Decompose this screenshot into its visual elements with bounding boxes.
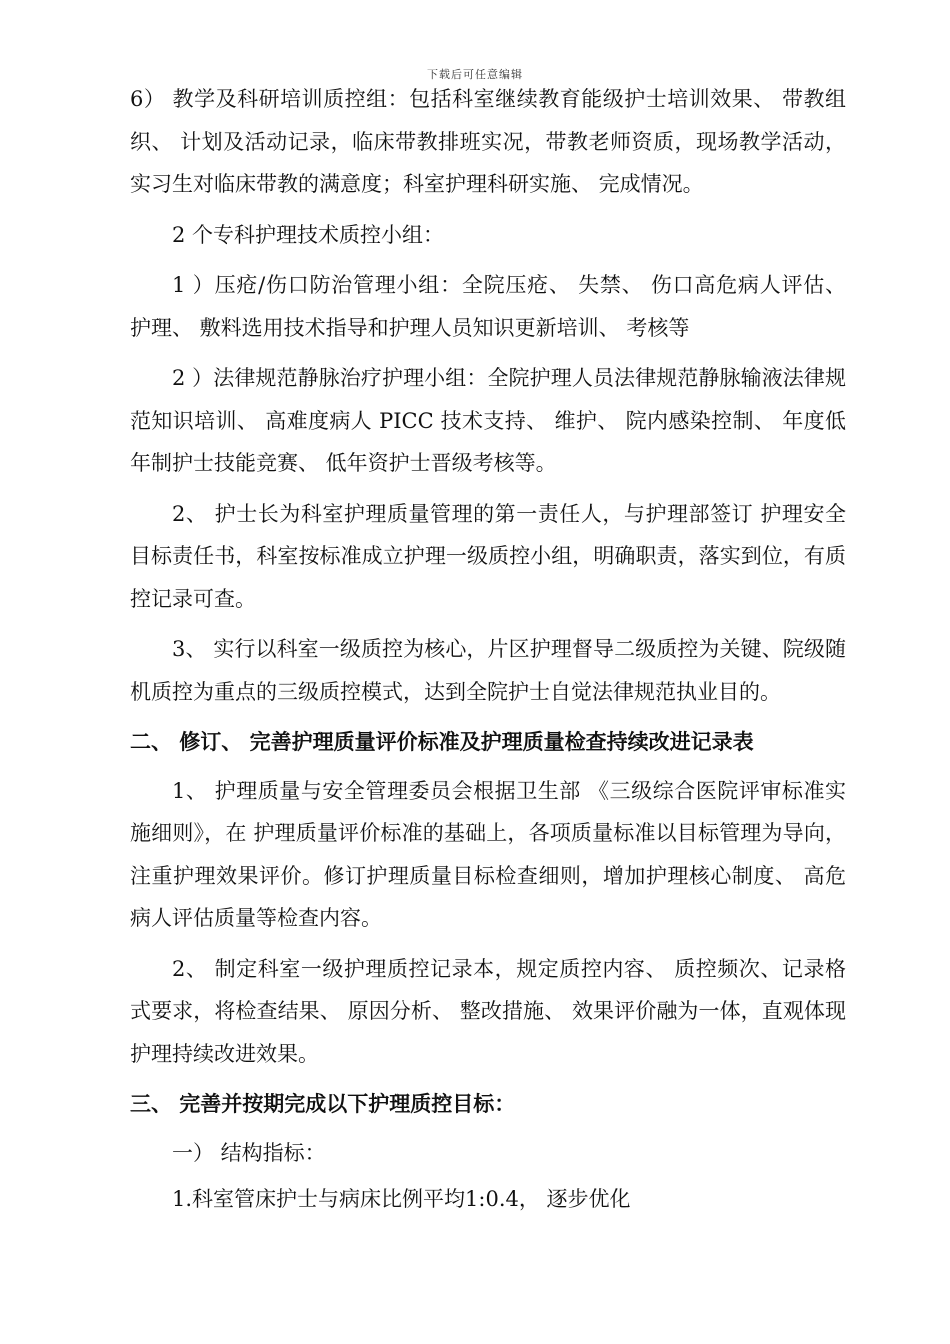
nurse-bed-ratio-item: 1.科室管床护士与病床比例平均1:0.4， 逐步优化 (172, 1187, 631, 1211)
paragraph-head-nurse-responsibility: 2、 护士长为科室护理质量管理的第一责任人，与护理部签订 护理安全目标责任书，科室按标准成立护理一级质控小组，明确职责，落实到位，有质控记录可查。 (130, 501, 846, 611)
paragraph-quality-standards: 1、 护理质量与安全管理委员会根据卫生部 《三级综合医院评审标准实施细则》，在 护理质量评价标准的基础上，各项质量标准以目标管理为导向，注重护理效果评价。修订护理质量目标检查细则，增加护理核心制度、 高危病人评估质量等检查内容。 (130, 778, 846, 930)
paragraph-iv-therapy-group: 2 ）法律规范静脉治疗护理小组：全院护理人员法律规范静脉输液法律规范知识培训、 高难度病人 PICC 技术支持、 维护、 院内感染控制、 年度低年制护士技能竞赛、 低年资护士晋级考核等。 (130, 366, 846, 475)
paragraph-pressure-sore-group: 1 ）压疮/伤口防治管理小组：全院压疮、 失禁、 伤口高危病人评估、 护理、 敷料选用技术指导和护理人员知识更新培训、 考核等 (130, 273, 846, 340)
paragraph-quality-record-book: 2、 制定科室一级护理质控记录本，规定质控内容、 质控频次、记录格式要求，将检查结果、 原因分析、 整改措施、 效果评价融为一体，直观体现护理持续改进效果。 (130, 956, 846, 1066)
paragraph-three-level-control: 3、 实行以科室一级质控为核心，片区护理督导二级质控为关键、院级随机质控为重点的三级质控模式，达到全院护士自觉法律规范执业目的。 (130, 637, 846, 704)
document-body (130, 78, 846, 1225)
header-note: 下载后可任意编辑 (427, 68, 523, 81)
paragraph-teaching-research: 6） 教学及科研培训质控组：包括科室继续教育能级护士培训效果、 带教组织、 计划及活动记录，临床带教排班实况，带教老师资质，现场教学活动，实习生对临床带教的满意度；科室护理科研实施、 完成情况。 (130, 87, 846, 196)
section-heading-3: 三、 完善并按期完成以下护理质控目标： (130, 1092, 516, 1116)
paragraph-specialty-groups-intro: 2 个专科护理技术质控小组： (172, 222, 445, 247)
section-heading-2: 二、 修订、 完善护理质量评价标准及护理质量检查持续改进记录表 (130, 730, 754, 754)
structure-indicators-label: 一） 结构指标： (172, 1140, 326, 1165)
